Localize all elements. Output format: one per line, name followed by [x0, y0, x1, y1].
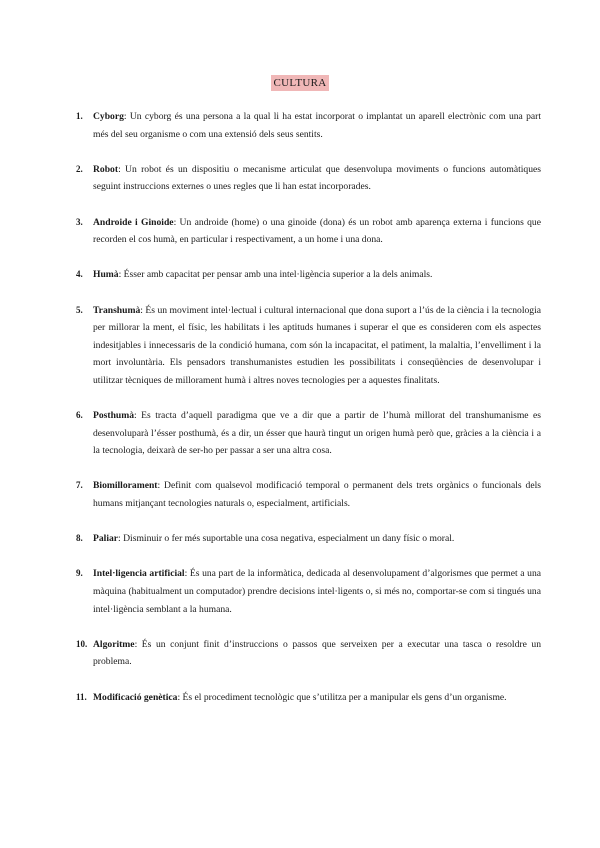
item-definition: : És el procediment tecnològic que s’utilitza per a manipular els gens d’un organisme. [177, 691, 507, 703]
list-item [76, 530, 541, 548]
item-definition: : És una part de la informàtica, dedicada al desenvolupament d’algorismes que permet a una màquina (habitualment un computador) prendre decisions intel·ligents o, si més no, comportar-se com si tingués una intel·ligència semblant a la humana. [93, 568, 541, 615]
item-definition: : Un androide (home) o una ginoide (dona) és un robot amb aparença externa i funcions que recorden el cos humà, en particular i respectivament, a un home i una dona. [93, 216, 541, 246]
item-term: Algoritme [93, 638, 135, 650]
title-container [0, 73, 600, 91]
item-definition: : Es tracta d’aquell paradigma que ve a dir que a partir de l’humà millorat del transhumanisme es desenvoluparà l’ésser posthumà, és a dir, un ésser que haurà tingut un origen humà però que, gràcies a la ciència i a la tecnologia, deixarà de ser-ho per passar a ser una altra cosa. [93, 410, 541, 457]
item-number: 11. [76, 691, 87, 702]
item-definition: : Ésser amb capacitat per pensar amb una intel·ligència superior a la dels animals. [118, 269, 433, 281]
item-term: Humà [93, 269, 119, 281]
item-number: 2. [76, 163, 83, 174]
item-term: Cyborg [93, 111, 124, 122]
item-term: Androide i Ginoide [93, 216, 174, 228]
list-item [76, 689, 541, 707]
item-term: Robot [93, 163, 119, 175]
item-term: Modificació genètica [93, 691, 178, 703]
list-item [76, 214, 541, 249]
item-number: 5. [76, 304, 83, 315]
item-term: Transhumà [93, 304, 141, 316]
item-number: 4. [76, 269, 83, 280]
list-item [76, 108, 541, 143]
list-item [76, 266, 541, 284]
item-definition: : Un robot és un dispositiu o mecanisme articulat que desenvolupa moviments o funcions automàtiques seguint instruccions externes o unes regles que li han estat incorporades. [93, 163, 541, 193]
item-definition: : Disminuir o fer més suportable una cosa negativa, especialment un dany físic o moral. [118, 533, 455, 545]
page-title: CULTURA [273, 77, 327, 89]
item-number: 3. [76, 216, 83, 227]
list-item [76, 407, 541, 460]
list-item [76, 636, 541, 671]
item-definition: : És un conjunt finit d’instruccions o passos que serveixen per a executar una tasca o resoldre un problema. [93, 638, 541, 668]
list-item [76, 302, 541, 390]
list-item [76, 565, 541, 618]
item-number: 9. [76, 568, 83, 579]
item-number: 6. [76, 410, 83, 421]
item-number: 1. [76, 111, 83, 121]
item-number: 8. [76, 533, 83, 544]
item-number: 7. [76, 480, 83, 491]
item-term: Paliar [93, 533, 119, 545]
item-definition: : És un moviment intel·lectual i cultural internacional que dona suport a l’ús de la ciència i la tecnologia per millorar la ment, el físic, les habilitats i les aptituds humanes i superar el que es consideren com els aspectes indesitjables i innecessaris de la condició humana, com són la incapacitat, el patiment, la malaltia, l’envelliment i la mort involuntària. Els pensadors transhumanistes estudien les possibilitats i conseqüències de desenvolupar i utilitzar tècniques de millorament humà i altres noves tecnologies per a aquestes finalitats. [93, 304, 541, 386]
list-item [76, 161, 541, 196]
list-item [76, 477, 541, 512]
item-definition: : Un cyborg és una persona a la qual li ha estat incorporat o implantat un aparell electrònic com una part més del seu organisme o com una extensió dels seus sentits. [93, 111, 541, 140]
glossary-list [76, 108, 541, 724]
item-term: Posthumà [93, 410, 135, 422]
item-definition: : Definit com qualsevol modificació temporal o permanent dels trets orgànics o funcionals dels humans mitjançant tecnologies naturals o, especialment, artificials. [93, 480, 541, 510]
item-term: Biomillorament [93, 480, 158, 492]
item-number: 10. [76, 638, 88, 649]
item-term: Intel·ligencia artificial [93, 568, 185, 580]
